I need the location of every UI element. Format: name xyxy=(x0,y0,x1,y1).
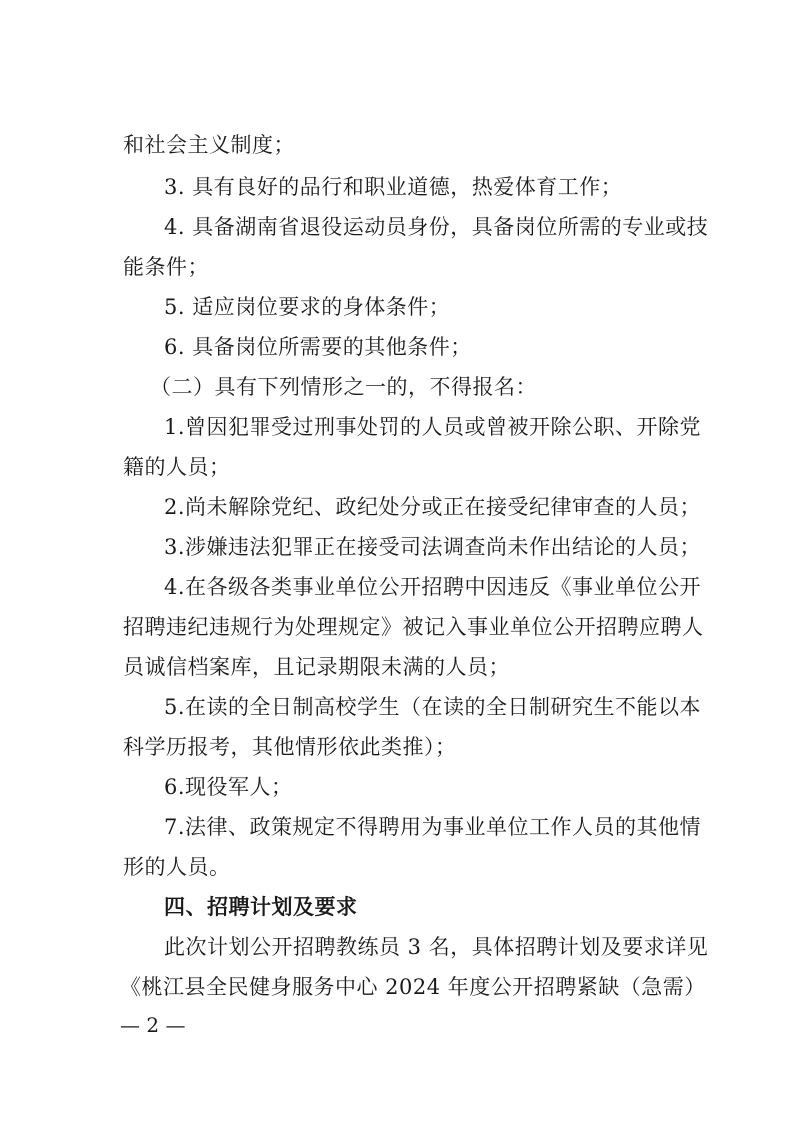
page-number: — 2 — xyxy=(120,1013,186,1037)
text-line: 形的人员。 xyxy=(123,855,231,879)
section-heading: 四、招聘计划及要求 xyxy=(164,895,358,919)
text-line: 和社会主义制度； xyxy=(123,133,295,157)
text-line: 7.法律、政策规定不得聘用为事业单位工作人员的其他情 xyxy=(164,815,702,839)
text-line: 《桃江县全民健身服务中心 2024 年度公开招聘紧缺（急需） xyxy=(120,975,706,999)
text-line: 员诚信档案库，且记录期限未满的人员； xyxy=(123,655,510,679)
text-line: 4. 具备湖南省退役运动员身份，具备岗位所需的专业或技 xyxy=(164,215,709,239)
text-line: 5.在读的全日制高校学生（在读的全日制研究生不能以本 xyxy=(164,695,702,719)
text-line: 5. 适应岗位要求的身体条件； xyxy=(164,295,451,319)
text-line: 2.尚未解除党纪、政纪处分或正在接受纪律审查的人员； xyxy=(164,495,702,519)
section-subheading: （二）具有下列情形之一的，不得报名： xyxy=(150,375,537,399)
text-line: 此次计划公开招聘教练员 3 名，具体招聘计划及要求详见 xyxy=(164,935,709,959)
text-line: 籍的人员； xyxy=(123,455,231,479)
text-line: 3. 具有良好的品行和职业道德，热爱体育工作； xyxy=(164,175,623,199)
text-line: 招聘违纪违规行为处理规定》被记入事业单位公开招聘应聘人 xyxy=(123,615,704,639)
text-line: 4.在各级各类事业单位公开招聘中因违反《事业单位公开 xyxy=(164,575,702,599)
text-line: 6. 具备岗位所需要的其他条件； xyxy=(164,335,472,359)
text-line: 科学历报考，其他情形依此类推）； xyxy=(123,735,457,759)
text-line: 1.曾因犯罪受过刑事处罚的人员或曾被开除公职、开除党 xyxy=(164,415,702,439)
text-line: 3.涉嫌违法犯罪正在接受司法调查尚未作出结论的人员； xyxy=(164,535,702,559)
text-line: 能条件； xyxy=(123,255,209,279)
text-line: 6.现役军人； xyxy=(164,775,293,799)
